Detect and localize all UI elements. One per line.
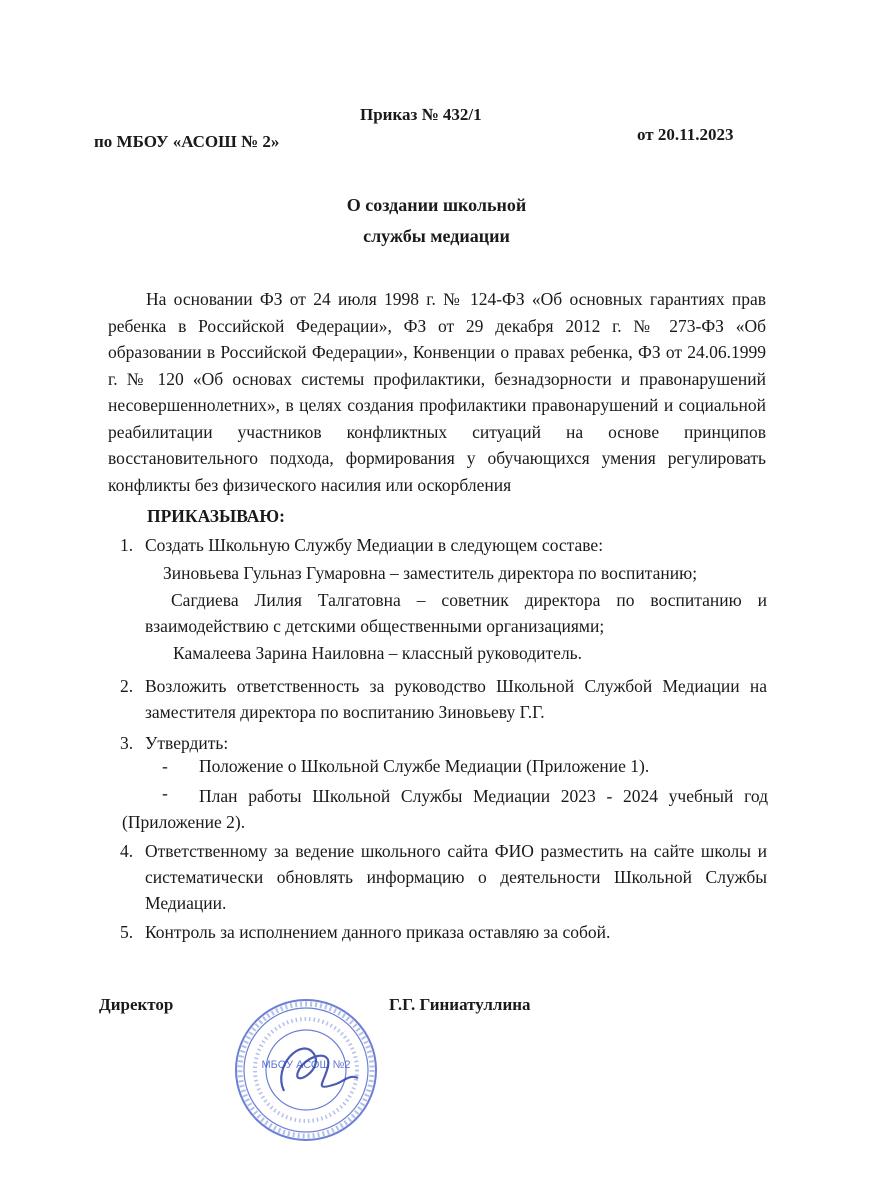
director-position: Директор [99,995,174,1014]
order-date: от 20.11.2023 [637,125,734,144]
item-1-number: 1. [120,535,134,555]
item-3-number: 3. [120,733,134,753]
order-title: Приказ № 432/1 [360,105,482,124]
item-4-text: Ответственному за ведение школьного сайта ФИО разместить на сайте школы и систематически обновлять информацию о деятельности Школьной Службы Медиации. [145,841,767,913]
official-stamp [232,996,380,1144]
subject-line-2: службы медиации [363,226,510,246]
basis-paragraph: На основании ФЗ от 24 июля 1998 г. № 124-ФЗ «Об основных гарантиях прав ребенка в Российской Федерации», ФЗ от 29 декабря 2012 г. № 273-ФЗ «Об образовании в Российской Федерации», Конвенции о правах ребенка, ФЗ от 24.06.1999 г. № 120 «Об основах системы профилактики, безнадзорности и правонарушений несовершеннолетних», в целях создания профилактики правонарушений и социальной реабилитации участников конфликтных ситуаций на основе принципов восстановительного подхода, формирования у обучающихся умения регулировать конфликты без физического насилия или оскорбления [108,289,766,495]
item-5-number: 5. [120,922,134,942]
item-1-text: Создать Школьную Службу Медиации в следующем составе: [145,535,604,555]
sub-1-dash: - [162,756,168,776]
item-2-number: 2. [120,676,134,696]
sub-1-text: Положение о Школьной Службе Медиации (Приложение 1). [199,756,650,776]
member-2: Сагдиева Лилия Талгатовна – советник директора по воспитанию и взаимодействию с детскими общественными организациями; [145,590,767,636]
stamp-text: МБОУ АСОШ №2 [261,1059,351,1071]
item-4-number: 4. [120,841,134,861]
item-3-text: Утвердить: [145,733,229,753]
item-5-text: Контроль за исполнением данного приказа оставляю за собой. [145,922,611,942]
order-word: ПРИКАЗЫВАЮ: [147,506,285,526]
sub-2-dash: - [162,783,168,803]
member-1: Зиновьева Гульназ Гумаровна – заместитель директора по воспитанию; [163,563,698,583]
item-2-text: Возложить ответственность за руководство Школьной Службой Медиации на заместителя директора по воспитанию Зиновьеву Г.Г. [145,676,767,722]
subject-line-1: О создании школьной [346,195,527,215]
member-3: Камалеева Зарина Наиловна – классный руководитель. [173,643,583,663]
organization-name: по МБОУ «АСОШ № 2» [94,132,280,151]
sub-2-text: План работы Школьной Службы Медиации 2023 - 2024 учебный год (Приложение 2). [122,786,768,832]
director-name: Г.Г. Гиниатуллина [389,995,531,1014]
